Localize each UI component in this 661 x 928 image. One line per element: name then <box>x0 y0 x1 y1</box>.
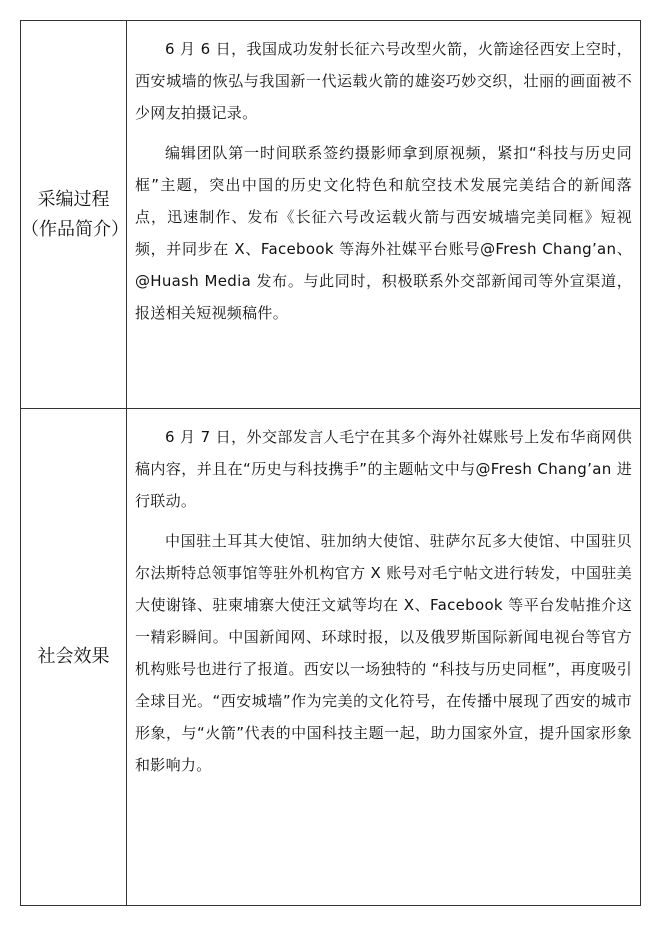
process-paragraph-2: 编辑团队第一时间联系签约摄影师拿到原视频，紧扣“科技与历史同框”主题，突出中国的历史文化特色和航空技术发展完美结合的新闻落点，迅速制作、发布《长征六号改运载火箭与西安城墙完美同框》短视频，并同步在 X、Facebook 等海外社媒平台账号@Fresh Chang’an、@Huash Media 发布。与此同时，积极联系外交部新闻司等外宣渠道，报送相关短视频稿件。 <box>135 144 632 322</box>
content-effect <box>127 409 641 906</box>
effect-paragraph-2: 中国驻土耳其大使馆、驻加纳大使馆、驻萨尔瓦多大使馆、中国驻贝尔法斯特总领事馆等驻外机构官方 X 账号对毛宁帖文进行转发，中国驻美大使谢锋、驻柬埔寨大使汪文斌等均在 X、Facebook 等平台发帖推介这一精彩瞬间。中国新闻网、环球时报，以及俄罗斯国际新闻电视台等官方机构账号也进行了报道。西安以一场独特的 “科技与历史同框”，再度吸引全球目光。“西安城墙”作为完美的文化符号，在传播中展现了西安的城市形象，与“火箭”代表的中国科技主题一起，助力国家外宣，提升国家形象和影响力。 <box>135 532 632 774</box>
effect-paragraph-1: 6 月 7 日，外交部发言人毛宁在其多个海外社媒账号上发布华商网供稿内容，并且在“历史与科技携手”的主题帖文中与@Fresh Chang’an 进行联动。 <box>135 428 632 510</box>
table-row-process <box>21 21 641 409</box>
row-label-effect <box>21 409 127 906</box>
process-paragraph-1: 6 月 6 日，我国成功发射长征六号改型火箭，火箭途径西安上空时，西安城墙的恢弘与我国新一代运载火箭的雄姿巧妙交织，壮丽的画面被不少网友拍摄记录。 <box>135 40 632 122</box>
table-row-effect <box>21 409 641 906</box>
label-effect-title: 社会效果 <box>37 646 110 667</box>
content-process <box>127 21 641 409</box>
label-process-subtitle: （作品简介） <box>21 218 129 240</box>
row-label-process <box>21 21 127 409</box>
label-process-title: 采编过程 <box>37 188 110 210</box>
info-table <box>20 20 641 906</box>
